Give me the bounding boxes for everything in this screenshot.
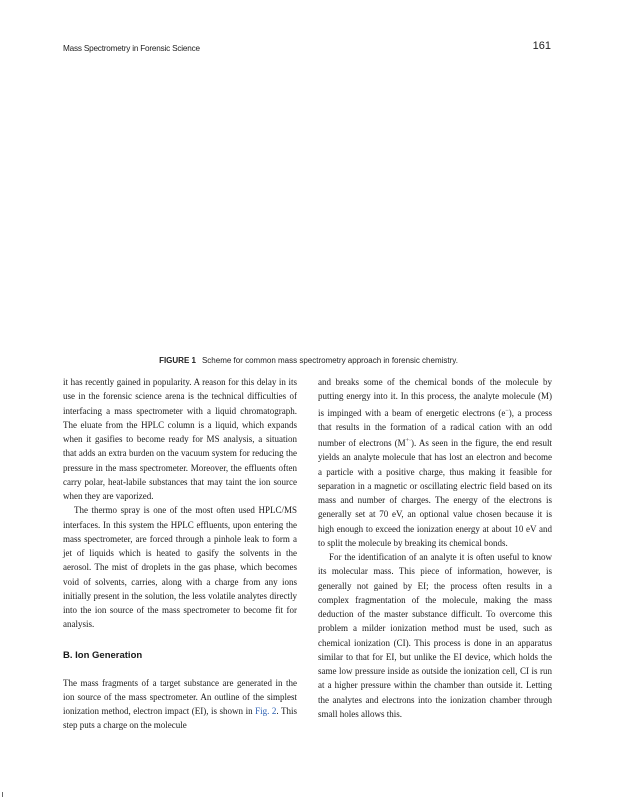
right-paragraph-1	[318, 375, 552, 550]
left-column	[63, 375, 297, 733]
figure-caption	[0, 356, 617, 365]
right-column	[318, 375, 552, 721]
left-paragraph-1: it has recently gained in popularity. A reason for this delay in its use in the forensic science arena is the technical difficulties of interfacing a mass spectrometer with a liquid chromatograph. The eluate from the HPLC column is a liquid, which expands when it gasifies to become ready for MS analysis, a situation that adds an extra burden on the vacuum system for reducing the pressure in the mass spectrometer. Moreover, the effluents often carry polar, heat-labile substances that may taint the ion source when they are vaporized.	[63, 377, 297, 501]
right-paragraph-2: For the identification of an analyte it is often useful to know its molecular mass. This piece of information, however, is generally not gained by EI; the process often results in a complex fragmentation of the molecule, making the mass deduction of the master substance difficult. To overcome this problem a milder ionization method must be used, such as chemical ionization (CI). This process is done in an apparatus similar to that for EI, but unlike the EI device, which holds the same low pressure inside as outside the ionization cell, CI is run at a higher pressure within the chamber than outside it. Letting the analytes and electrons into the ionization chamber through small holes allows this.	[318, 552, 552, 719]
figure-1-image-area	[63, 62, 553, 352]
left-paragraph-3	[63, 676, 297, 733]
right-paragraph-1-part2: ), a process that results in the formation of a radical cation with an odd number of electrons (M	[318, 407, 553, 448]
running-title: Mass Spectrometry in Forensic Science	[63, 44, 200, 53]
radical-cation-superscript: +·	[405, 438, 412, 444]
right-paragraph-1-part1: and breaks some of the chemical bonds of the molecule by putting energy into it. In this process, the analyte molecule (M) is impinged with a beam of energetic electrons (e	[318, 377, 552, 418]
right-paragraph-1-part3: ). As seen in the figure, the end result yields an analyte molecule that has lost an electron and become a particle with a positive charge, thus making it feasible for separation in a magnetic or oscillating electric field based on its mass and number of charges. The energy of the electrons is generally set at 70 eV, an optional value chosen because it is high enough to exceed the ionization energy at about 10 eV and to split the molecule by breaking its chemical bonds.	[318, 438, 552, 548]
section-heading: B. Ion Generation	[63, 649, 143, 661]
page-edge-mark	[2, 792, 3, 797]
figure-2-link[interactable]: Fig. 2	[255, 706, 277, 716]
left-paragraph-2: The thermo spray is one of the most often used HPLC/MS interfaces. In this system the HPLC effluents, upon entering the mass spectrometer, are forced through a pinhole leak to form a jet of liquids which is heated to gasify the solvents in the aerosol. The mist of droplets in the gas phase, which becomes void of solvents, carries, along with a charge from any ions initially present in the solution, the less volatile analytes directly into the ion source of the mass spectrometer to become fit for analysis.	[63, 505, 297, 630]
left-paragraph-3-tail: . This step puts a charge on the molecule	[63, 706, 297, 731]
figure-caption-text: Scheme for common mass spectrometry approach in forensic chemistry.	[201, 356, 458, 365]
left-paragraph-3-text: The mass fragments of a target substance are generated in the ion source of the mass spectrometer. An outline of the simplest ionization method, electron impact (EI), is shown in	[63, 677, 297, 716]
electron-superscript: −	[505, 407, 509, 414]
figure-label: FIGURE 1	[159, 356, 196, 365]
page-number: 161	[532, 40, 551, 52]
